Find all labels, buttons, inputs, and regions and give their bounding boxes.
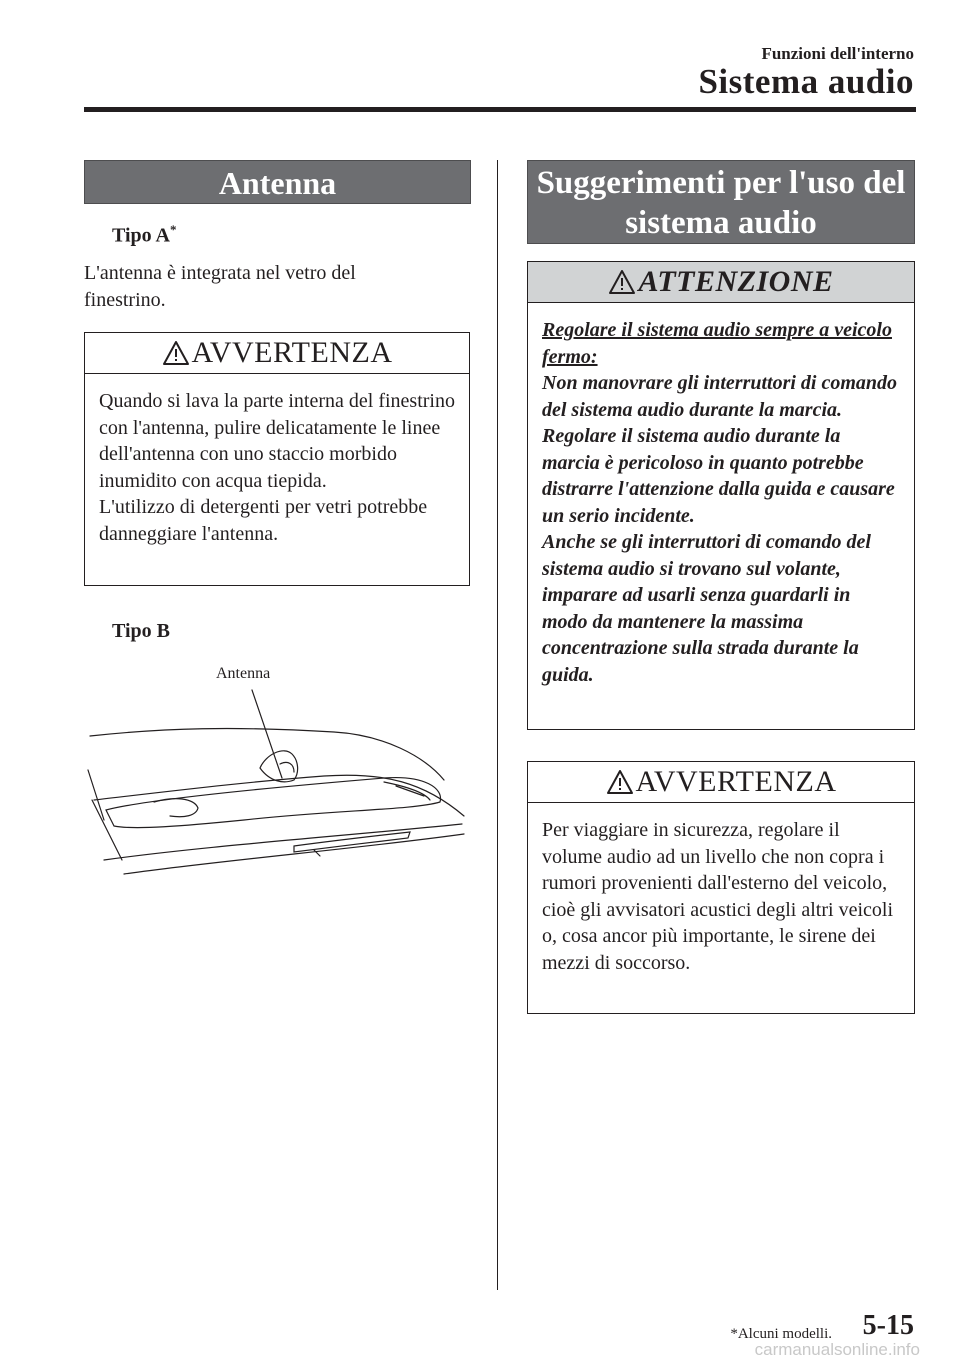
audio-warning-box: [527, 761, 915, 1014]
antenna-heading: Antenna: [84, 160, 471, 204]
antenna-intro: L'antenna è integrata nel vetro del finestrino.: [84, 262, 356, 311]
warning-text: Per viaggiare in sicurezza, regolare il volume audio ad un livello che non copra i rumori provenienti dall'esterno del veicolo, cioè gli avvisatori acustici degli altri veicoli o, cosa ancor più importante, le sirene dei mezzi di soccorso.: [542, 819, 893, 974]
warning-triangle-icon: [162, 340, 190, 366]
warning-text-2: L'utilizzo di detergenti per vetri potrebbe danneggiare l'antenna.: [99, 496, 428, 545]
warning-title: AVVERTENZA: [635, 765, 837, 798]
optional-mark: *: [170, 222, 177, 237]
tipo-a-label: Tipo A*: [112, 222, 177, 247]
warning-body: [528, 803, 914, 988]
antenna-warning-box: [84, 332, 470, 586]
page-title: Sistema audio: [698, 62, 914, 101]
caution-lead: Regolare il sistema audio sempre a veicolo fermo:: [542, 319, 892, 368]
figure-label-antenna: Antenna: [216, 665, 271, 682]
suggerimenti-heading-line2: sistema audio: [625, 205, 817, 241]
warning-text: Quando si lava la parte interna del finestrino con l'antenna, pulire delicatamente le linee dell'antenna con uno staccio morbido inumidito con acqua tiepida.: [99, 390, 455, 492]
watermark: carmanualsonline.info: [754, 1340, 920, 1359]
caution-text: Non manovrare gli interruttori di comando del sistema audio durante la marcia. Regolare il sistema audio durante la marcia è pericoloso in quanto potrebbe distrarre l'attenzione dalla guida e causare un serio incidente.: [542, 372, 898, 527]
header-section-label: Funzioni dell'interno: [761, 44, 914, 63]
suggerimenti-heading-line1: Suggerimenti per l'uso del: [536, 165, 906, 201]
caution-title: ATTENZIONE: [638, 265, 834, 298]
antenna-illustration: [84, 660, 474, 890]
header-rule: [84, 107, 916, 112]
caution-box: [527, 261, 915, 730]
warning-title: AVVERTENZA: [191, 336, 393, 369]
page-number: 5-15: [862, 1310, 914, 1341]
warning-triangle-icon: [608, 269, 636, 295]
caution-text-2: Anche se gli interruttori di comando del sistema audio si trovano sul volante, imparare ad usarli senza guardarli in modo da mantenere la massima concentrazione sulla strada durante la guida.: [542, 531, 871, 686]
warning-body: [85, 374, 469, 559]
suggerimenti-heading: [527, 160, 915, 244]
caution-header: [528, 262, 914, 303]
footnote: *Alcuni modelli.: [730, 1326, 832, 1342]
tipo-b-label: Tipo B: [112, 620, 170, 642]
warning-triangle-icon: [606, 769, 634, 795]
caution-body: [528, 303, 914, 700]
warning-header: [528, 762, 914, 803]
column-divider: [497, 160, 498, 1290]
warning-header: [85, 333, 469, 374]
